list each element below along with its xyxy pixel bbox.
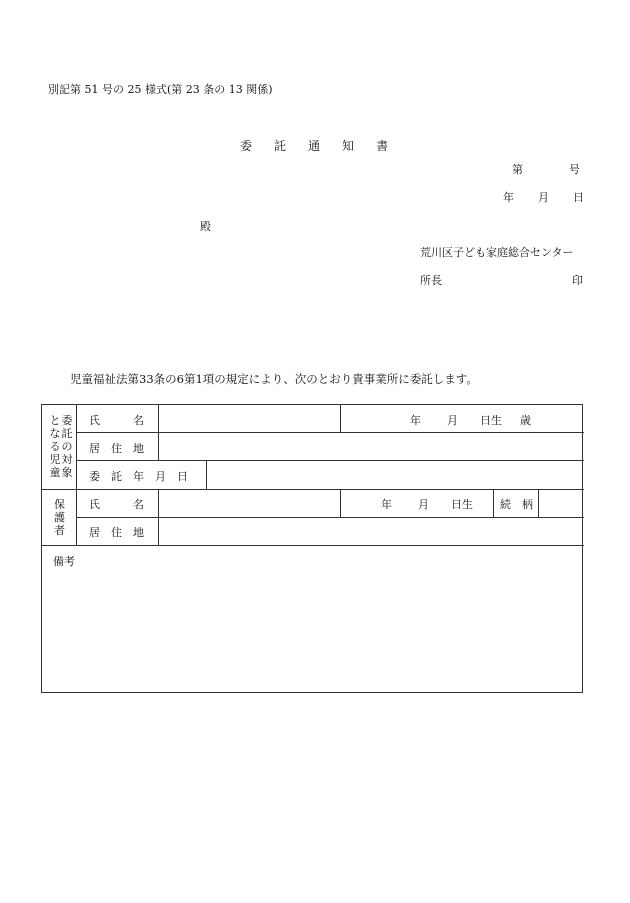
date-day: 日 <box>573 191 584 204</box>
date-month: 月 <box>538 191 549 204</box>
seal-mark: 印 <box>572 274 583 287</box>
issuer-org: 荒川区子ども家庭総合センター <box>420 246 574 259</box>
document-title <box>240 137 410 154</box>
child-label-col1-text: 委 託 の 対 象 <box>61 414 73 479</box>
statement-text: 児童福祉法第33条の6第1項の規定により、次のとおり貴事業所に委託します。 <box>70 372 478 386</box>
guardian-address-label: 居 住 地 <box>89 526 144 539</box>
child-birth-month: 月 <box>447 414 458 427</box>
guardian-name-label: 氏 名 <box>89 498 144 511</box>
form-reference: 別記第 51 号の 25 様式(第 23 条の 13 関係) <box>48 83 273 96</box>
child-birth-year: 年 <box>410 414 421 427</box>
consign-date-label: 委 託 年 月 日 <box>89 470 188 483</box>
title-char: 書 <box>376 139 389 153</box>
guardian-birth-year: 年 <box>381 498 392 511</box>
child-address-label: 居 住 地 <box>89 442 144 455</box>
guardian-section-label <box>53 498 66 537</box>
title-char: 託 <box>274 139 287 153</box>
guardian-birth-fields <box>381 496 473 512</box>
doc-number-prefix: 第 <box>512 163 523 176</box>
consignment-table <box>41 404 583 693</box>
doc-number-suffix: 号 <box>569 163 580 176</box>
issue-date <box>503 189 584 205</box>
title-char: 委 <box>240 139 253 153</box>
child-label-col1 <box>61 414 73 479</box>
guardian-birth-day: 日生 <box>451 498 473 511</box>
child-name-label: 氏 名 <box>89 414 144 427</box>
child-label-col2-text: と な る 児 童 <box>49 414 61 479</box>
date-year: 年 <box>503 191 514 204</box>
issuer-title: 所長 <box>420 274 442 287</box>
title-char: 知 <box>342 139 355 153</box>
child-label-col2 <box>49 414 61 479</box>
guardian-label-text: 保 護 者 <box>54 498 65 537</box>
title-char: 通 <box>308 139 321 153</box>
child-age: 歳 <box>520 414 531 427</box>
child-birth-day: 日生 <box>480 414 502 427</box>
remarks-label: 備考 <box>53 555 75 568</box>
relation-label: 続 柄 <box>500 498 533 511</box>
addressee-suffix: 殿 <box>200 220 211 233</box>
document-number <box>512 161 580 177</box>
guardian-birth-month: 月 <box>418 498 429 511</box>
child-section-label <box>47 414 73 479</box>
child-birth-fields <box>410 412 531 428</box>
